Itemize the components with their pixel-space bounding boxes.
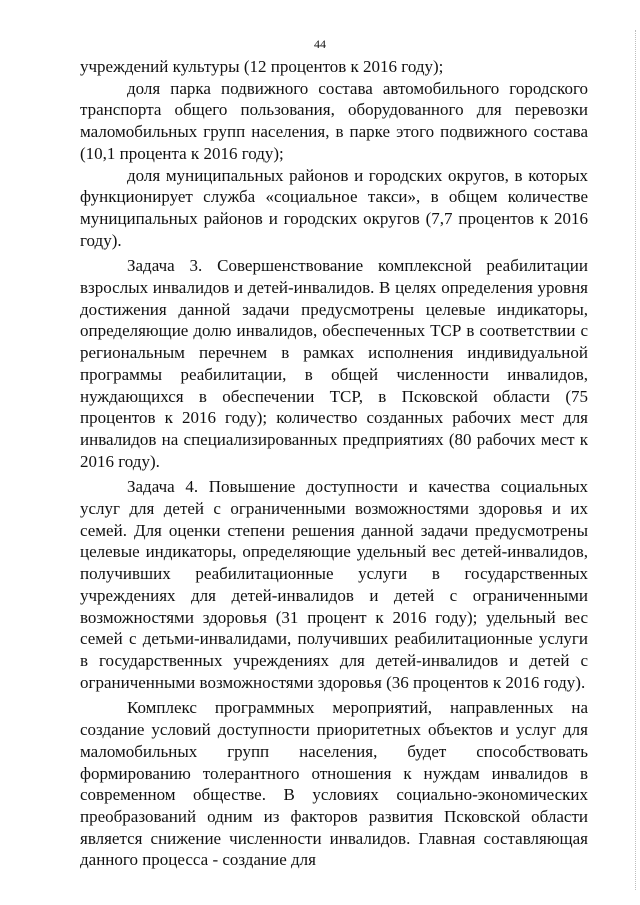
paragraph-transport-share: доля парка подвижного состава автомобильного городского транспорта общего пользования, оборудованного для перевозки маломобильных групп населения, в парке этого подвижного состава (10,1 процента к 2016 году);: [80, 78, 588, 163]
paragraph-culture-institutions: учреждений культуры (12 процентов к 2016 году);: [80, 57, 444, 76]
paragraph-social-taxi-share: доля муниципальных районов и городских округов, в которых функционирует служба «социальное такси», в общем количестве муниципальных районов и городских округов (7,7 процентов к 2016 году).: [80, 165, 588, 250]
page-number: 44: [314, 37, 326, 51]
document-body: [80, 56, 588, 871]
paragraph-task-3: Задача 3. Совершенствование комплексной реабилитации взрослых инвалидов и детей-инвалидов. В целях определения уровня достижения данной задачи предусмотрены целевые индикаторы, определяющие долю инвалидов, обеспеченных ТСР в соответствии с региональным перечнем в рамках исполнения индивидуальной программы реабилитации, в общей численности инвалидов, нуждающихся в обеспечении ТСР, в Псковской области (75 процентов к 2016 году); количество созданных рабочих мест для инвалидов на специализированных предприятиях (80 рабочих мест к 2016 году).: [80, 256, 588, 471]
scan-edge-line: [634, 30, 636, 890]
paragraph-program-measures: Комплекс программных мероприятий, направленных на создание условий доступности приоритетных объектов и услуг для маломобильных групп населения, будет способствовать формированию толерантного отношения к нуждам инвалидов в современном обществе. В условиях социально-экономических преобразований одним из факторов развития Псковской области является снижение численности инвалидов. Главная составляющая данного процесса - создание для: [80, 698, 588, 870]
paragraph-task-4: Задача 4. Повышение доступности и качества социальных услуг для детей с ограниченными возможностями здоровья и их семей. Для оценки степени решения данной задачи предусмотрены целевые индикаторы, определяющие удельный вес детей-инвалидов, получивших реабилитационные услуги в государственных учреждениях для детей-инвалидов и детей с ограниченными возможностями здоровья (31 процент к 2016 году); удельный вес семей с детьми-инвалидами, получивших реабилитационные услуги в государственных учреждениях для детей-инвалидов и детей с ограниченными возможностями здоровья (36 процентов к 2016 году).: [80, 477, 588, 692]
